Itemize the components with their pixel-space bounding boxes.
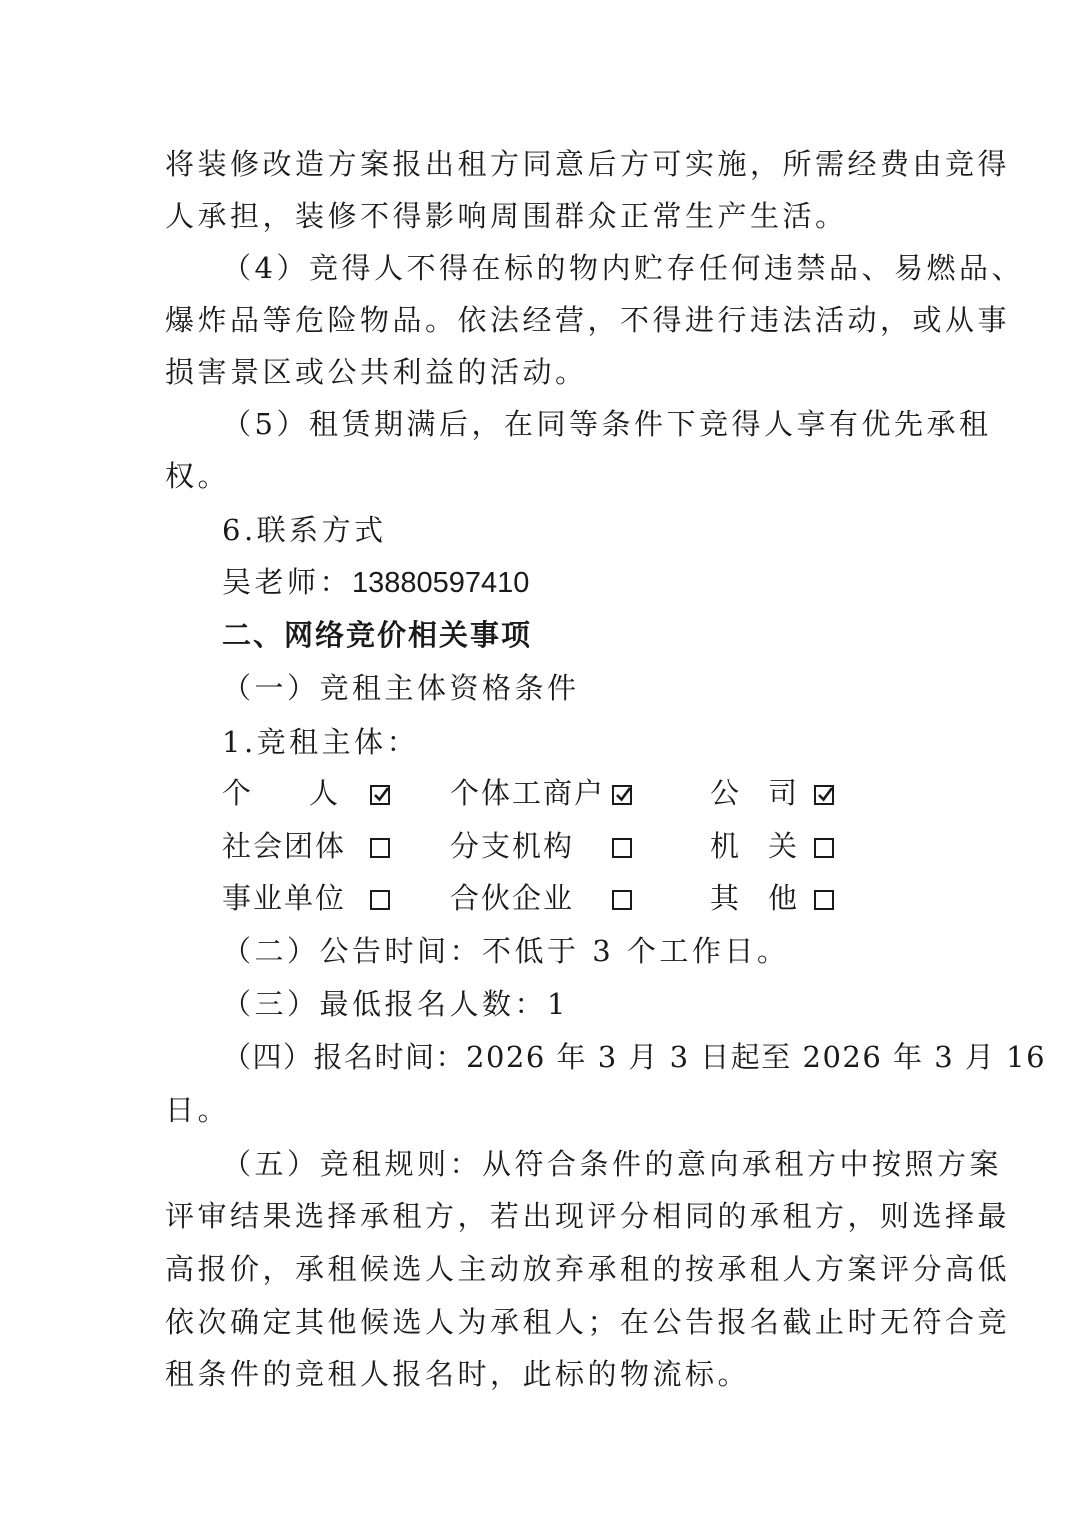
checkbox-unchecked[interactable] (814, 838, 834, 858)
checkbox-unchecked[interactable] (612, 890, 632, 910)
contact-section-title: 6.联系方式 (222, 513, 387, 547)
subsection-line: （三）最低报名人数：1 (222, 987, 569, 1021)
subsection-title: （一）竞租主体资格条件 (222, 671, 580, 705)
entity-option-label: 个体工商户 (450, 776, 606, 810)
checkbox-unchecked[interactable] (814, 890, 834, 910)
subsection-line: （四）报名时间：2026 年 3 月 3 日起至 2026 年 3 月 16 (222, 1040, 1047, 1074)
subsection-line: （五）竞租规则：从符合条件的意向承租方中按照方案 (222, 1147, 1003, 1181)
entity-option-label: 其 他 (710, 881, 798, 915)
paragraph-line: 人承担，装修不得影响周围群众正常生产生活。 (165, 199, 848, 233)
paragraph-line: 权。 (165, 459, 231, 493)
checkmark-icon (615, 787, 631, 803)
entity-option-label: 合伙企业 (450, 881, 575, 915)
paragraph-line: 损害景区或公共利益的活动。 (165, 355, 588, 389)
contact-line (222, 564, 529, 601)
entity-option-label: 事业单位 (222, 881, 347, 915)
subsection-line: 高报价，承租候选人主动放弃承租的按承租人方案评分高低 (165, 1252, 1011, 1286)
contact-name: 吴老师： (222, 565, 353, 599)
paragraph-line: （4）竞得人不得在标的物内贮存任何违禁品、易燃品、 (222, 251, 1024, 285)
paragraph-line: 爆炸品等危险物品。依法经营，不得进行违法活动，或从事 (165, 303, 1011, 337)
subsection-item: 1.竞租主体： (222, 725, 420, 759)
checkbox-checked[interactable] (814, 785, 834, 805)
paragraph-line: 将装修改造方案报出租方同意后方可实施，所需经费由竞得 (165, 147, 1011, 181)
subsection-line: （二）公告时间：不低于 3 个工作日。 (222, 934, 790, 968)
checkmark-icon (373, 787, 389, 803)
entity-option-label: 机 关 (710, 829, 798, 863)
checkbox-unchecked[interactable] (370, 838, 390, 858)
subsection-line: 租条件的竞租人报名时，此标的物流标。 (165, 1357, 751, 1391)
contact-phone: 13880597410 (352, 567, 530, 599)
checkbox-checked[interactable] (612, 785, 632, 805)
entity-option-label: 分支机构 (450, 829, 575, 863)
subsection-line: 评审结果选择承租方，若出现评分相同的承租方，则选择最 (165, 1199, 1011, 1233)
checkmark-icon (817, 787, 833, 803)
subsection-line: 依次确定其他候选人为承租人；在公告报名截止时无符合竞 (165, 1305, 1011, 1339)
checkbox-unchecked[interactable] (612, 838, 632, 858)
entity-option-label: 公 司 (710, 776, 798, 810)
entity-option-label: 社会团体 (222, 829, 347, 863)
paragraph-line: （5）租赁期满后，在同等条件下竞得人享有优先承租 (222, 407, 992, 441)
section-heading: 二、网络竞价相关事项 (222, 618, 533, 652)
entity-option-label: 个 人 (222, 776, 339, 810)
checkbox-checked[interactable] (370, 785, 390, 805)
checkbox-unchecked[interactable] (370, 890, 390, 910)
subsection-line: 日。 (165, 1093, 231, 1127)
